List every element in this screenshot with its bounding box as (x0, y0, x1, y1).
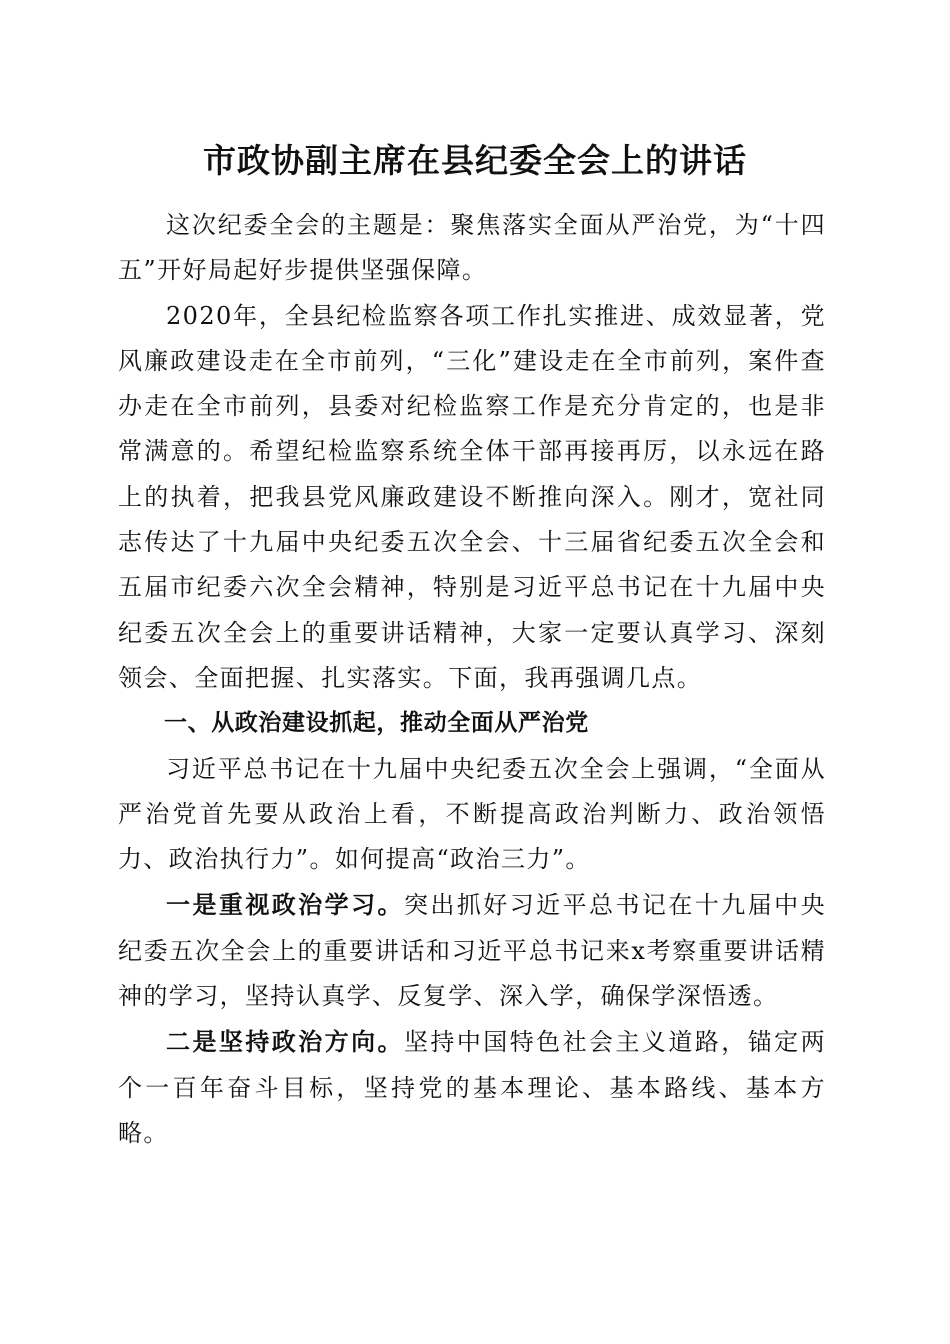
point-lead-direction: 二是坚持政治方向。 (166, 1027, 404, 1057)
paragraph-political-capacity: 习近平总书记在十九届中央纪委五次全会上强调，“全面从严治党首先要从政治上看，不断提高政治判断力、政治领悟力、政治执行力”。如何提高“政治三力”。 (118, 754, 826, 874)
point-lead-study: 一是重视政治学习。 (166, 890, 404, 920)
point-text-direction: 坚持中国特色社会主义道路，锚定两个一百年奋斗目标，坚持党的基本理论、基本路线、基本方略。 (118, 1028, 826, 1147)
paragraph-political-study (118, 882, 826, 1019)
point-text-study: 突出抓好习近平总书记在十九届中央纪委五次全会上的重要讲话和习近平总书记来x考察重要讲话精神的学习，坚持认真学、反复学、深入学，确保学深悟透。 (118, 891, 826, 1011)
paragraph-2020-review: 2020年，全县纪检监察各项工作扎实推进、成效显著，党风廉政建设走在全市前列，“三化”建设走在全市前列，案件查办走在全市前列，县委对纪检监察工作是充分肯定的，也是非常满意的。希望纪检监察系统全体干部再接再厉，以永远在路上的执着，把我县党风廉政建设不断推向深入。刚才，宽社同志传达了十九届中央纪委五次全会、十三届省纪委五次全会和五届市纪委六次全会精神，特别是习近平总书记在十九届中央纪委五次全会上的重要讲话精神，大家一定要认真学习、深刻领会、全面把握、扎实落实。下面，我再强调几点。 (118, 301, 826, 692)
section-heading-1: 一、从政治建设抓起，推动全面从严治党 (164, 710, 589, 737)
paragraph-political-direction (118, 1019, 826, 1156)
paragraph-theme: 这次纪委全会的主题是：聚焦落实全面从严治党，为“十四五”开好局起好步提供坚强保障。 (118, 211, 826, 285)
document-body (118, 203, 826, 1156)
document-title: 市政协副主席在县纪委全会上的讲话 (203, 141, 747, 180)
